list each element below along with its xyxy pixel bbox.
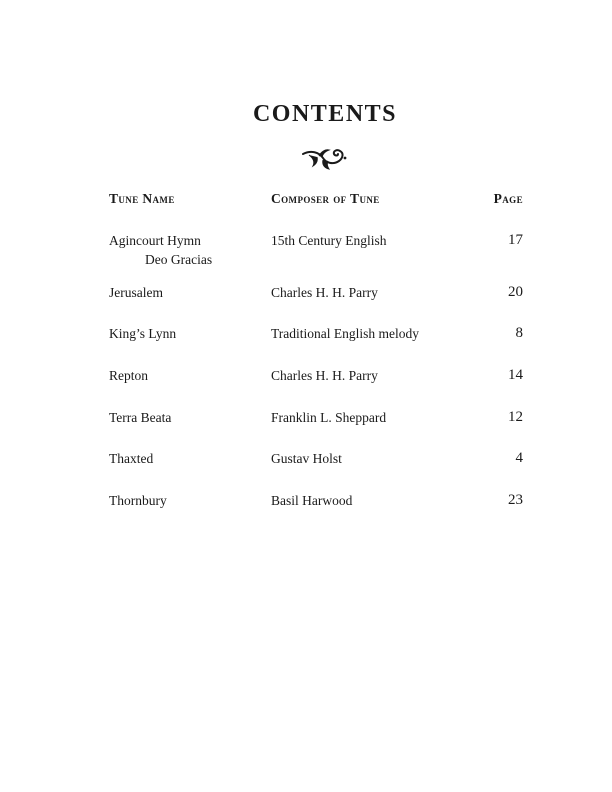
contents-row xyxy=(0,326,612,366)
contents-row xyxy=(0,233,612,273)
page-title: CONTENTS xyxy=(252,101,398,127)
header-page: Page xyxy=(493,191,523,206)
contents-row xyxy=(0,451,612,491)
header-tune-name: Tune Name xyxy=(109,191,175,206)
tune-name: Thaxted xyxy=(109,451,154,466)
composer-name: Franklin L. Sheppard xyxy=(271,410,387,425)
tune-name: Repton xyxy=(109,368,148,383)
tune-name: Agincourt Hymn xyxy=(109,233,201,248)
page-number: 14 xyxy=(508,367,523,383)
tune-name: Jerusalem xyxy=(109,285,163,300)
composer-name: Gustav Holst xyxy=(271,451,342,466)
page-number: 20 xyxy=(508,284,523,300)
composer-name: Charles H. H. Parry xyxy=(271,285,378,300)
page-number: 12 xyxy=(508,409,523,425)
contents-row xyxy=(0,285,612,325)
composer-name: Basil Harwood xyxy=(271,493,353,508)
contents-row xyxy=(0,368,612,408)
tune-name: King’s Lynn xyxy=(109,326,177,341)
page-number: 4 xyxy=(515,450,523,466)
tune-name: Terra Beata xyxy=(109,410,172,425)
composer-name: Traditional English melody xyxy=(271,326,419,341)
contents-row xyxy=(0,410,612,450)
composer-name: Charles H. H. Parry xyxy=(271,368,378,383)
tune-name: Thornbury xyxy=(109,493,167,508)
fleuron-ornament-icon xyxy=(301,144,347,172)
contents-row xyxy=(0,493,612,533)
tune-subtitle: Deo Gracias xyxy=(145,252,213,267)
header-composer: Composer of Tune xyxy=(271,191,380,206)
page-number: 8 xyxy=(515,325,523,341)
page-number: 23 xyxy=(508,492,523,508)
page-number: 17 xyxy=(508,232,523,248)
composer-name: 15th Century English xyxy=(271,233,387,248)
